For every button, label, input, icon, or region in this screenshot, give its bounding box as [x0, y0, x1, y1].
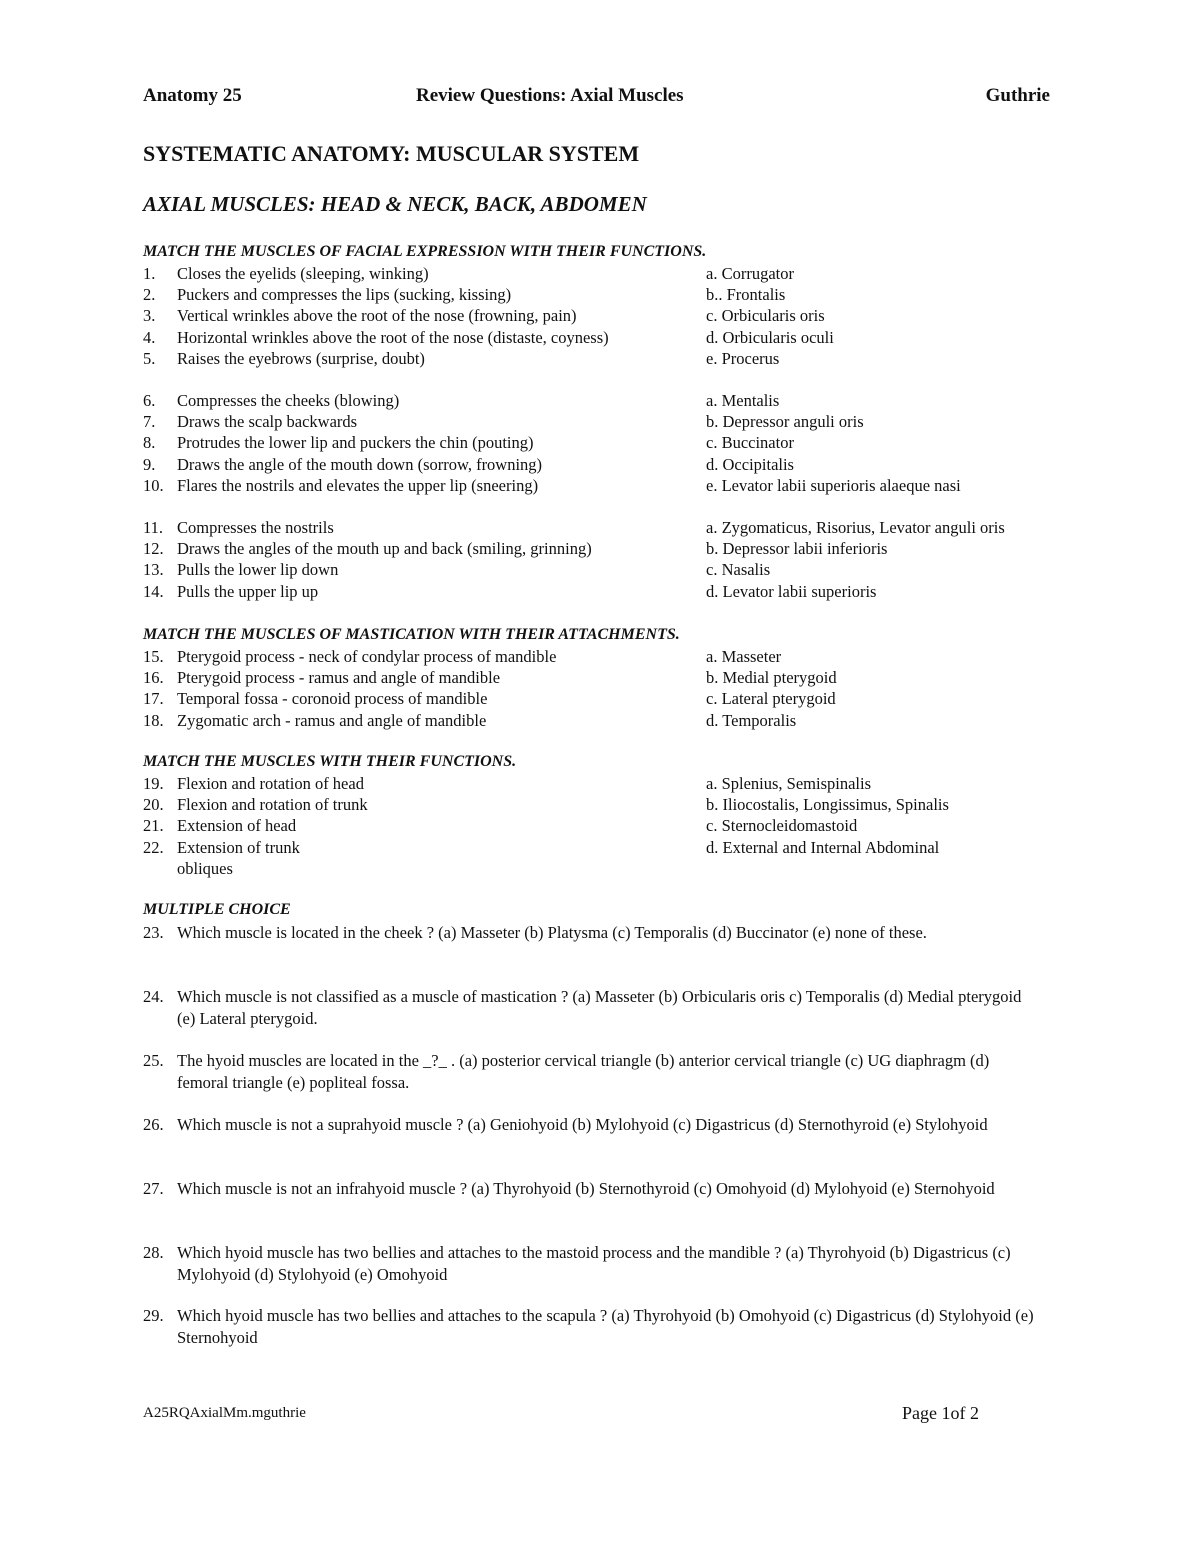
question-number: 26. — [143, 1115, 164, 1134]
matching-row — [143, 433, 1063, 455]
question-number: 29. — [143, 1306, 164, 1325]
question-text: Pulls the lower lip down — [177, 560, 339, 579]
answer-continuation: obliques — [177, 859, 233, 878]
multiple-choice-question — [143, 1114, 1043, 1136]
footer-page-number: Page 1of 2 — [902, 1403, 979, 1423]
question-number: 6. — [143, 391, 156, 410]
matching-row — [143, 391, 1063, 413]
matching-row — [143, 774, 1063, 796]
question-text: Pterygoid process - neck of condylar process of mandible — [177, 647, 557, 666]
section-heading-facial-expression: MATCH THE MUSCLES OF FACIAL EXPRESSION WITH THEIR FUNCTIONS. — [143, 243, 707, 260]
matching-row — [143, 518, 1063, 540]
answer-option: d. Temporalis — [706, 711, 797, 730]
matching-row — [143, 476, 1063, 498]
question-text: Which muscle is not classified as a muscle of mastication ? (a) Masseter (b) Orbicularis oris c) Temporalis (d) Medial pterygoid (e) Lateral pterygoid. — [177, 987, 1022, 1028]
answer-option: c. Nasalis — [706, 560, 771, 579]
matching-row — [143, 795, 1063, 817]
question-text: Raises the eyebrows (surprise, doubt) — [177, 349, 425, 368]
question-text: Draws the angle of the mouth down (sorrow, frowning) — [177, 455, 543, 474]
question-number: 4. — [143, 328, 156, 347]
document-title: SYSTEMATIC ANATOMY: MUSCULAR SYSTEM — [143, 141, 640, 166]
header-author: Guthrie — [985, 85, 1050, 106]
matching-row — [143, 582, 1063, 604]
answer-option: b. Medial pterygoid — [706, 668, 837, 687]
answer-option: d. External and Internal Abdominal — [706, 838, 940, 857]
question-text: Horizontal wrinkles above the root of the nose (distaste, coyness) — [177, 328, 609, 347]
question-number: 11. — [143, 518, 164, 537]
question-number: 10. — [143, 476, 164, 495]
answer-option: c. Orbicularis oris — [706, 306, 825, 325]
question-text: Draws the angles of the mouth up and back (smiling, grinning) — [177, 539, 592, 558]
answer-option: a. Splenius, Semispinalis — [706, 774, 871, 793]
matching-row — [143, 285, 1063, 307]
answer-option: b. Iliocostalis, Longissimus, Spinalis — [706, 795, 949, 814]
question-text: Compresses the cheeks (blowing) — [177, 391, 400, 410]
answer-option: a. Corrugator — [706, 264, 794, 283]
question-number: 7. — [143, 412, 156, 431]
multiple-choice-question — [143, 1178, 1043, 1200]
footer-filename: A25RQAxialMm.mguthrie — [143, 1405, 306, 1421]
matching-row — [143, 838, 1063, 860]
multiple-choice-question — [143, 1050, 1043, 1094]
answer-option: a. Zygomaticus, Risorius, Levator anguli oris — [706, 518, 1005, 537]
answer-option: b. Depressor labii inferioris — [706, 539, 888, 558]
question-number: 12. — [143, 539, 164, 558]
header-title: Review Questions: Axial Muscles — [416, 85, 684, 106]
matching-row — [143, 560, 1063, 582]
question-number: 16. — [143, 668, 164, 687]
matching-row — [143, 412, 1063, 434]
matching-row — [143, 668, 1063, 690]
question-text: Which muscle is not an infrahyoid muscle ? (a) Thyrohyoid (b) Sternothyroid (c) Omohyoid (d) Mylohyoid (e) Sternohyoid — [177, 1179, 995, 1198]
matching-row — [143, 349, 1063, 371]
question-text: Extension of trunk — [177, 838, 300, 857]
question-number: 15. — [143, 647, 164, 666]
question-text: Flexion and rotation of head — [177, 774, 364, 793]
question-text: Compresses the nostrils — [177, 518, 334, 537]
header-course: Anatomy 25 — [143, 85, 242, 106]
question-text: Flares the nostrils and elevates the upper lip (sneering) — [177, 476, 539, 495]
matching-row — [143, 689, 1063, 711]
multiple-choice-question — [143, 922, 1043, 944]
question-text: Zygomatic arch - ramus and angle of mandible — [177, 711, 487, 730]
answer-option: c. Buccinator — [706, 433, 794, 452]
question-text: Extension of head — [177, 816, 297, 835]
question-number: 17. — [143, 689, 164, 708]
question-number: 19. — [143, 774, 164, 793]
question-number: 23. — [143, 923, 164, 942]
question-number: 14. — [143, 582, 164, 601]
answer-option: a. Mentalis — [706, 391, 780, 410]
section-heading-mastication: MATCH THE MUSCLES OF MASTICATION WITH THEIR ATTACHMENTS. — [143, 626, 680, 643]
question-text: Protrudes the lower lip and puckers the chin (pouting) — [177, 433, 534, 452]
answer-option: d. Levator labii superioris — [706, 582, 877, 601]
question-number: 25. — [143, 1051, 164, 1070]
question-number: 21. — [143, 816, 164, 835]
answer-option: c. Sternocleidomastoid — [706, 816, 858, 835]
question-number: 20. — [143, 795, 164, 814]
matching-row — [143, 328, 1063, 350]
question-text: Which muscle is not a suprahyoid muscle ? (a) Geniohyoid (b) Mylohyoid (c) Digastricus (d) Sternothyroid (e) Stylohyoid — [177, 1115, 988, 1134]
question-text: Pterygoid process - ramus and angle of mandible — [177, 668, 501, 687]
question-text: Temporal fossa - coronoid process of mandible — [177, 689, 488, 708]
question-number: 24. — [143, 987, 164, 1006]
question-number: 13. — [143, 560, 164, 579]
answer-option: d. Occipitalis — [706, 455, 794, 474]
answer-option: e. Levator labii superioris alaeque nasi — [706, 476, 961, 495]
section-heading-functions: MATCH THE MUSCLES WITH THEIR FUNCTIONS. — [143, 753, 517, 770]
answer-option: d. Orbicularis oculi — [706, 328, 834, 347]
question-text: Closes the eyelids (sleeping, winking) — [177, 264, 429, 283]
question-text: Vertical wrinkles above the root of the nose (frowning, pain) — [177, 306, 577, 325]
answer-option: b.. Frontalis — [706, 285, 786, 304]
question-number: 2. — [143, 285, 156, 304]
section-heading-multiple-choice: MULTIPLE CHOICE — [143, 901, 291, 918]
question-number: 22. — [143, 838, 164, 857]
question-text: Puckers and compresses the lips (sucking, kissing) — [177, 285, 512, 304]
answer-option: c. Lateral pterygoid — [706, 689, 836, 708]
multiple-choice-question — [143, 1305, 1043, 1349]
multiple-choice-question — [143, 986, 1043, 1030]
question-text: Pulls the upper lip up — [177, 582, 319, 601]
question-number: 8. — [143, 433, 156, 452]
question-number: 9. — [143, 455, 156, 474]
matching-row — [143, 647, 1063, 669]
question-text: Flexion and rotation of trunk — [177, 795, 368, 814]
matching-row — [143, 711, 1063, 733]
page-header — [143, 85, 1050, 111]
question-text: Which hyoid muscle has two bellies and attaches to the mastoid process and the mandible ? (a) Thyrohyoid (b) Digastricus (c) Mylohyoid (d) Stylohyoid (e) Omohyoid — [177, 1243, 1011, 1284]
matching-row — [143, 264, 1063, 286]
question-text: The hyoid muscles are located in the _?_ . (a) posterior cervical triangle (b) anterior cervical triangle (c) UG diaphragm (d) femoral triangle (e) popliteal fossa. — [177, 1051, 990, 1092]
answer-option: e. Procerus — [706, 349, 780, 368]
answer-option: b. Depressor anguli oris — [706, 412, 864, 431]
question-number: 3. — [143, 306, 156, 325]
document-subtitle: AXIAL MUSCLES: HEAD & NECK, BACK, ABDOMEN — [143, 192, 647, 216]
matching-row — [143, 455, 1063, 477]
multiple-choice-question — [143, 1242, 1043, 1286]
question-text: Which muscle is located in the cheek ? (a) Masseter (b) Platysma (c) Temporalis (d) Buccinator (e) none of these. — [177, 923, 927, 942]
question-number: 18. — [143, 711, 164, 730]
matching-row — [143, 306, 1063, 328]
matching-row — [143, 816, 1063, 838]
answer-option: a. Masseter — [706, 647, 782, 666]
matching-row — [143, 539, 1063, 561]
question-text: Which hyoid muscle has two bellies and attaches to the scapula ? (a) Thyrohyoid (b) Omohyoid (c) Digastricus (d) Stylohyoid (e) Sternohyoid — [177, 1306, 1034, 1347]
question-number: 1. — [143, 264, 156, 283]
question-text: Draws the scalp backwards — [177, 412, 358, 431]
question-number: 27. — [143, 1179, 164, 1198]
question-number: 5. — [143, 349, 156, 368]
question-number: 28. — [143, 1243, 164, 1262]
